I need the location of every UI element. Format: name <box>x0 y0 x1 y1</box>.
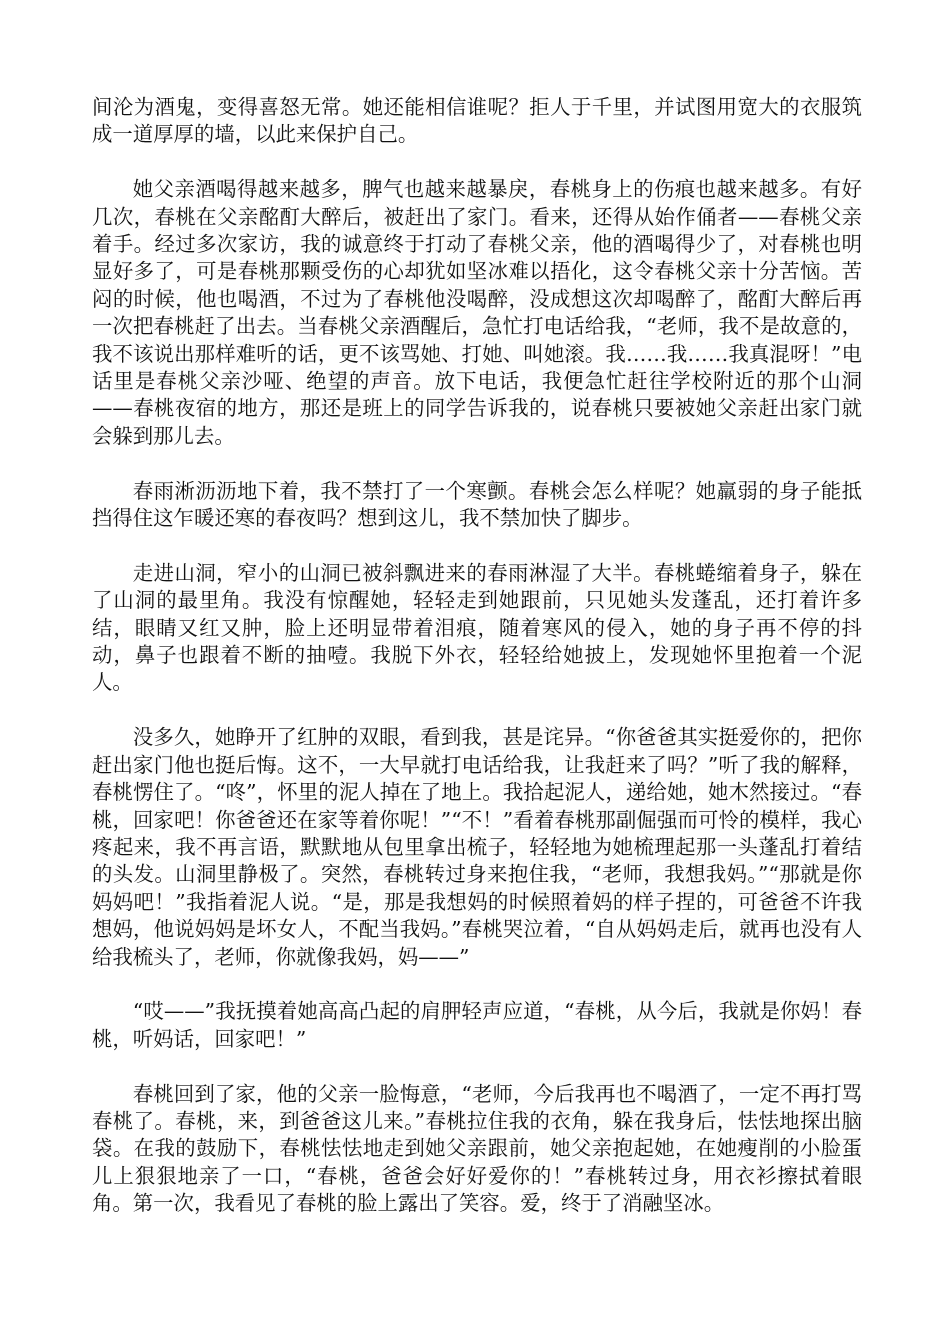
paragraph-father-drinking: 她父亲酒喝得越来越多，脾气也越来越暴戾，春桃身上的伤痕也越来越多。有好几次，春桃在父亲酩酊大醉后，被赶出了家门。看来，还得从始作俑者——春桃父亲着手。经过多次家访，我的诚意终于打动了春桃父亲，他的酒喝得少了，对春桃也明显好多了，可是春桃那颗受伤的心却犹如坚冰难以捂化，这令春桃父亲十分苦恼。苦闷的时候，他也喝酒，不过为了春桃他没喝醉，没成想这次却喝醉了，酩酊大醉后再一次把春桃赶了出去。当春桃父亲酒醒后，急忙打电话给我，“老师，我不是故意的，我不该说出那样难听的话，更不该骂她、打她、叫她滚。我……我……我真混呀！”电话里是春桃父亲沙哑、绝望的声音。放下电话，我便急忙赶往学校附近的那个山洞——春桃夜宿的地方，那还是班上的同学告诉我的，说春桃只要被她父亲赶出家门就会躲到那儿去。 <box>92 177 862 448</box>
paragraph-spring-rain: 春雨淅沥沥地下着，我不禁打了一个寒颤。春桃会怎么样呢？她羸弱的身子能抵挡得住这乍暖还寒的春夜吗？想到这儿，我不禁加快了脚步。 <box>92 478 862 531</box>
paragraph-return-home: 春桃回到了家，他的父亲一脸悔意，“老师，今后我再也不喝酒了，一定不再打骂春桃了。春桃，来，到爸爸这儿来。”春桃拉住我的衣角，躲在我身后，怯怯地探出脑袋。在我的鼓励下，春桃怯怯地走到她父亲跟前，她父亲抱起她，在她瘦削的小脸蛋儿上狠狠地亲了一口，“春桃，爸爸会好好爱你的！”春桃转过身，用衣衫擦拭着眼角。第一次，我看见了春桃的脸上露出了笑容。爱，终于了消融坚冰。 <box>92 1081 862 1216</box>
paragraph-clay-figure: 没多久，她睁开了红肿的双眼，看到我，甚是诧异。“你爸爸其实挺爱你的，把你赶出家门他也挺后悔。这不，一大早就打电话给我，让我赶来了吗？”听了我的解释，春桃愣住了。“咚”，怀里的泥人掉在了地上。我拾起泥人，递给她，她木然接过。“春桃，回家吧！你爸爸还在家等着你呢！”“不！”看着春桃那副倔强而可怜的模样，我心疼起来，我不再言语，默默地从包里拿出梳子，轻轻地为她梳理起那一头蓬乱打着结的头发。山洞里静极了。突然，春桃转过身来抱住我，“老师，我想我妈。”“那就是你妈妈吧！”我指着泥人说。“是，那是我想妈的时候照着妈的样子捏的，可爸爸不许我想妈，他说妈妈是坏女人，不配当我妈。”春桃哭泣着，“自从妈妈走后，就再也没有人给我梳头了，老师，你就像我妈，妈——” <box>92 725 862 969</box>
paragraph-cave: 走进山洞，窄小的山洞已被斜飘进来的春雨淋湿了大半。春桃蜷缩着身子，躲在了山洞的最里角。我没有惊醒她，轻轻走到她跟前，只见她头发蓬乱，还打着许多结，眼睛又红又肿，脸上还明显带着泪痕，随着寒风的侵入，她的身子再不停的抖动，鼻子也跟着不断的抽噎。我脱下外衣，轻轻给她披上，发现她怀里抱着一个泥人。 <box>92 560 862 695</box>
document-body <box>92 94 862 1245</box>
paragraph-reply: “哎——”我抚摸着她高高凸起的肩胛轻声应道，“春桃，从今后，我就是你妈！春桃，听妈话，回家吧！” <box>92 999 862 1051</box>
paragraph-continuation: 间沦为酒鬼，变得喜怒无常。她还能相信谁呢？拒人于千里，并试图用宽大的衣服筑成一道厚厚的墙，以此来保护自己。 <box>92 95 862 147</box>
